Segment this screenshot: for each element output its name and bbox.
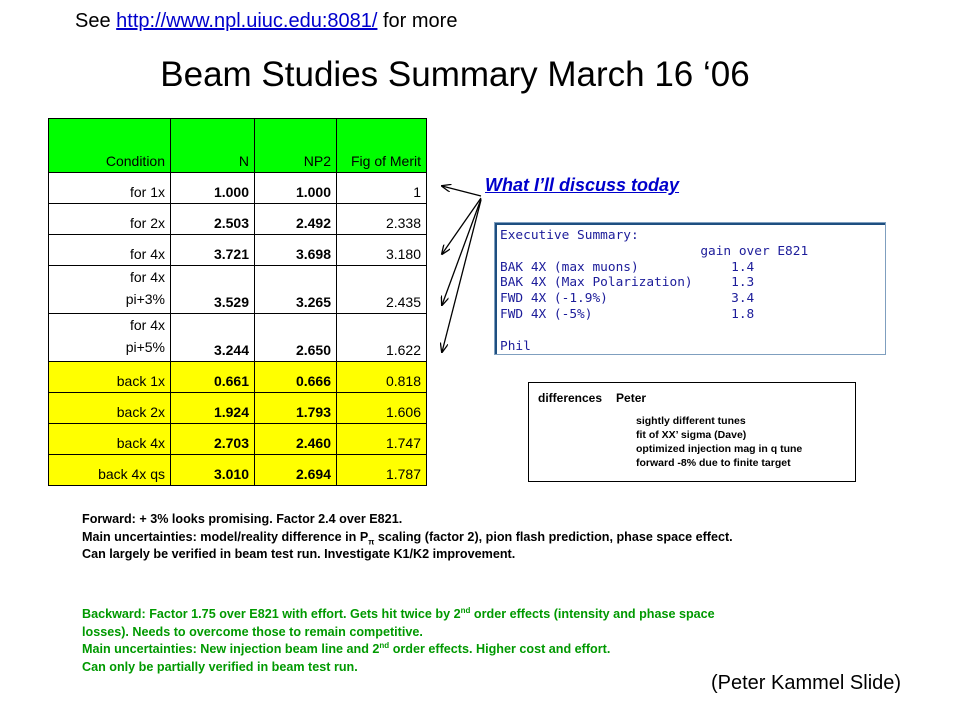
- column-header-fig-of-merit: Fig of Merit: [337, 119, 427, 173]
- differences-item: sightly different tunes: [636, 415, 746, 427]
- nd-superscript: nd: [379, 640, 390, 650]
- forward-note-text: scaling (factor 2), pion flash prediction, phase space effect.: [374, 529, 733, 544]
- table-cell-fig-of-merit: 1.787: [337, 455, 427, 486]
- forward-note-line: Forward: + 3% looks promising. Factor 2.4 over E821.: [82, 512, 403, 526]
- table-cell-fig-of-merit: 1.606: [337, 393, 427, 424]
- table-cell-n: 0.661: [171, 362, 255, 393]
- table-cell-condition: back 2x: [49, 393, 171, 424]
- table-cell-n: 3.721: [171, 235, 255, 266]
- table-cell-np2: 1.793: [255, 393, 337, 424]
- slide-credit: (Peter Kammel Slide): [711, 672, 902, 694]
- differences-item: optimized injection mag in q tune: [636, 443, 803, 455]
- arrow-to-for-4x: [442, 198, 481, 254]
- table-cell-fig-of-merit: 3.180: [337, 235, 427, 266]
- table-cell-n: 3.010: [171, 455, 255, 486]
- backward-note-text: order effects (intensity and phase space: [470, 607, 715, 621]
- executive-summary-line: BAK 4X (max muons) 1.4: [500, 259, 755, 275]
- table-cell-condition: back 4x qs: [49, 455, 171, 486]
- table-cell-n: 2.703: [171, 424, 255, 455]
- table-cell-condition: for 1x: [49, 173, 171, 204]
- differences-heading: [538, 391, 646, 405]
- table-cell-n: 2.503: [171, 204, 255, 235]
- table-cell-fig-of-merit: 1.622: [337, 314, 427, 362]
- forward-note-line: [82, 529, 733, 547]
- executive-summary-line: [500, 323, 885, 339]
- arrow-to-pi-3: [442, 199, 481, 305]
- differences-box: [528, 382, 856, 482]
- differences-list: [636, 414, 802, 470]
- table-cell-condition: back 4x: [49, 424, 171, 455]
- backward-note-line: losses). Needs to overcome those to remain competitive.: [82, 624, 423, 639]
- table-cell-np2: 1.000: [255, 173, 337, 204]
- table-cell-condition: for 2x: [49, 204, 171, 235]
- table-cell-n: 3.529: [171, 266, 255, 314]
- forward-notes: [82, 511, 733, 564]
- executive-summary-line: Executive Summary:: [500, 228, 639, 243]
- table-cell-np2: 2.492: [255, 204, 337, 235]
- backward-notes: [82, 606, 715, 676]
- table-cell-condition: for 4x pi+3%: [49, 266, 171, 314]
- differences-item: forward -8% due to finite target: [636, 457, 791, 469]
- table-cell-np2: 2.460: [255, 424, 337, 455]
- table-cell-condition: back 1x: [49, 362, 171, 393]
- executive-summary-line: Phil: [500, 338, 531, 354]
- backward-note-text: Main uncertainties: New injection beam line and 2: [82, 642, 380, 656]
- see-suffix: for more: [377, 10, 458, 32]
- forward-note-text: Main uncertainties: model/reality difference in P: [82, 529, 369, 544]
- executive-summary-line: gain over E821: [500, 243, 809, 259]
- table-cell-n: 3.244: [171, 314, 255, 362]
- differences-item: fit of XX’ sigma (Dave): [636, 429, 747, 441]
- table-cell-fig-of-merit: 1: [337, 173, 427, 204]
- backward-note-line: Can only be partially verified in beam test run.: [82, 659, 358, 674]
- table-cell-np2: 3.698: [255, 235, 337, 266]
- differences-label: differences: [538, 391, 603, 405]
- executive-summary-line: BAK 4X (Max Polarization) 1.3: [500, 275, 755, 291]
- backward-note-line: [82, 641, 715, 659]
- table-cell-fig-of-merit: 0.818: [337, 362, 427, 393]
- discuss-today-label: What I’ll discuss today: [485, 175, 680, 195]
- arrow-to-pi-5: [442, 200, 481, 352]
- table-cell-np2: 3.265: [255, 266, 337, 314]
- table-cell-n: 1.000: [171, 173, 255, 204]
- table-cell-fig-of-merit: 1.747: [337, 424, 427, 455]
- table-cell-condition: for 4x: [49, 235, 171, 266]
- table-cell-fig-of-merit: 2.338: [337, 204, 427, 235]
- page-title: Beam Studies Summary March 16 ‘06: [160, 55, 750, 94]
- executive-summary-line: FWD 4X (-1.9%) 3.4: [500, 291, 755, 307]
- table-cell-fig-of-merit: 2.435: [337, 266, 427, 314]
- table-cell-np2: 2.694: [255, 455, 337, 486]
- table-cell-np2: 2.650: [255, 314, 337, 362]
- column-header-n: N: [171, 119, 255, 173]
- differences-author: Peter: [616, 391, 647, 405]
- table-cell-n: 1.924: [171, 393, 255, 424]
- backward-note-line: [82, 606, 715, 624]
- arrow-to-for-1x: [442, 186, 481, 196]
- forward-note-line: Can largely be verified in beam test run. Investigate K1/K2 improvement.: [82, 547, 516, 561]
- npl-link[interactable]: http://www.npl.uiuc.edu:8081/: [116, 10, 378, 32]
- nd-superscript: nd: [460, 605, 471, 615]
- pi-subscript: π: [368, 537, 375, 547]
- executive-summary-text: [495, 223, 885, 354]
- backward-note-text: Backward: Factor 1.75 over E821 with effort. Gets hit twice by 2: [82, 607, 461, 621]
- table-cell-condition: for 4x pi+5%: [49, 314, 171, 362]
- executive-summary-box: [494, 222, 886, 355]
- table-cell-np2: 0.666: [255, 362, 337, 393]
- executive-summary-line: FWD 4X (-5%) 1.8: [500, 306, 755, 322]
- backward-note-text: order effects. Higher cost and effort.: [389, 642, 611, 656]
- column-header-np2: NP2: [255, 119, 337, 173]
- column-header-condition: Condition: [49, 119, 171, 173]
- see-prefix: See: [75, 10, 117, 32]
